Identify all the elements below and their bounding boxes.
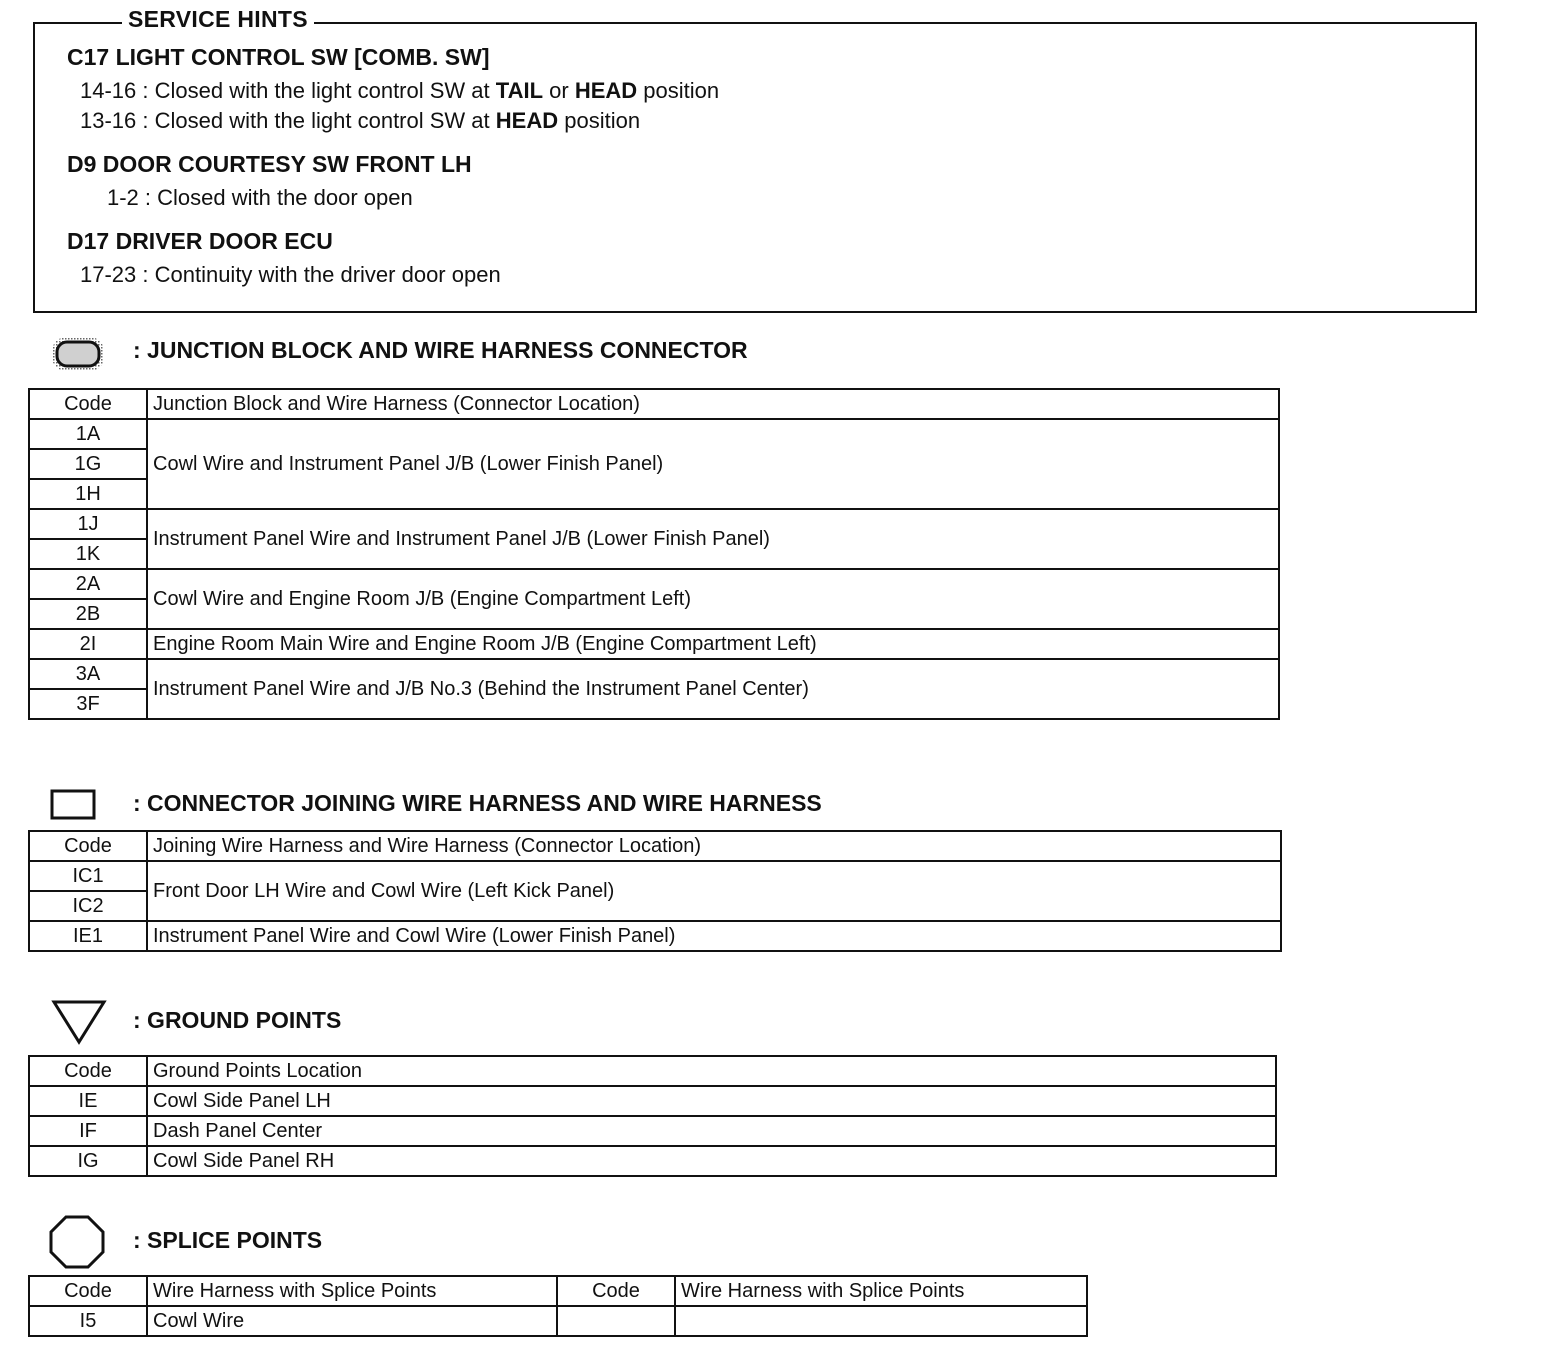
header-desc: Joining Wire Harness and Wire Harness (Connector Location) [147, 831, 1281, 861]
table-row [29, 1116, 1276, 1146]
code-cell: 1K [29, 539, 147, 569]
splice-table [28, 1275, 1088, 1337]
table-row [29, 921, 1281, 951]
code-cell: 3A [29, 659, 147, 689]
desc-cell: Instrument Panel Wire and Instrument Panel J/B (Lower Finish Panel) [147, 509, 1279, 569]
desc-cell: Dash Panel Center [147, 1116, 1276, 1146]
table-header-row [29, 831, 1281, 861]
hint-c17-line-1: 14-16 : Closed with the light control SW at TAIL or HEAD position [80, 78, 720, 103]
table-row [29, 861, 1281, 891]
connector-table [28, 830, 1282, 952]
hint-c17-heading: C17 LIGHT CONTROL SW [COMB. SW] [67, 44, 490, 70]
code-cell: 2I [29, 629, 147, 659]
header-code: Code [29, 1056, 147, 1086]
table-row [29, 1306, 1087, 1336]
hint-d17-line-1: 17-23 : Continuity with the driver door open [80, 262, 501, 287]
code-cell: IF [29, 1116, 147, 1146]
code-cell: I5 [29, 1306, 147, 1336]
hint-d17-heading: D17 DRIVER DOOR ECU [67, 228, 333, 254]
rectangle-icon [50, 788, 98, 822]
header-code: Code [29, 389, 147, 419]
octagon-icon [48, 1214, 106, 1270]
table-row [29, 569, 1279, 599]
header-code: Code [557, 1276, 675, 1306]
triangle-down-icon [50, 998, 108, 1048]
hint-c17-line-2: 13-16 : Closed with the light control SW at HEAD position [80, 108, 641, 133]
desc-cell: Cowl Wire and Engine Room J/B (Engine Compartment Left) [147, 569, 1279, 629]
desc-cell [675, 1306, 1087, 1336]
connector-section-title: : CONNECTOR JOINING WIRE HARNESS AND WIRE HARNESS [133, 790, 822, 816]
table-row [29, 419, 1279, 449]
table-header-row [29, 1056, 1276, 1086]
code-cell: IG [29, 1146, 147, 1176]
desc-cell: Cowl Side Panel RH [147, 1146, 1276, 1176]
desc-cell: Instrument Panel Wire and Cowl Wire (Lower Finish Panel) [147, 921, 1281, 951]
code-cell: IC1 [29, 861, 147, 891]
header-code: Code [29, 831, 147, 861]
splice-section-title: : SPLICE POINTS [133, 1227, 323, 1253]
code-cell: 1J [29, 509, 147, 539]
header-desc: Junction Block and Wire Harness (Connector Location) [147, 389, 1279, 419]
hint-d9-heading: D9 DOOR COURTESY SW FRONT LH [67, 151, 472, 177]
header-desc: Wire Harness with Splice Points [675, 1276, 1087, 1306]
code-cell: 3F [29, 689, 147, 719]
desc-cell: Cowl Wire [147, 1306, 557, 1336]
code-cell: IE [29, 1086, 147, 1116]
code-cell: 1G [29, 449, 147, 479]
table-row [29, 629, 1279, 659]
header-desc: Ground Points Location [147, 1056, 1276, 1086]
code-cell: IC2 [29, 891, 147, 921]
ground-table [28, 1055, 1277, 1177]
desc-cell: Engine Room Main Wire and Engine Room J/B (Engine Compartment Left) [147, 629, 1279, 659]
service-hints-title: SERVICE HINTS [122, 6, 314, 33]
code-cell: 1A [29, 419, 147, 449]
hint-d9-line-1: 1-2 : Closed with the door open [107, 185, 413, 210]
shaded-rounded-rectangle-icon [50, 335, 108, 373]
code-cell: 2B [29, 599, 147, 629]
desc-cell: Cowl Wire and Instrument Panel J/B (Lower Finish Panel) [147, 419, 1279, 509]
junction-section-title: : JUNCTION BLOCK AND WIRE HARNESS CONNECTOR [133, 337, 748, 363]
table-header-row [29, 389, 1279, 419]
ground-section-title: : GROUND POINTS [133, 1007, 342, 1033]
code-cell: IE1 [29, 921, 147, 951]
table-row [29, 659, 1279, 689]
header-desc: Wire Harness with Splice Points [147, 1276, 557, 1306]
desc-cell: Cowl Side Panel LH [147, 1086, 1276, 1116]
table-row [29, 509, 1279, 539]
header-code: Code [29, 1276, 147, 1306]
desc-cell: Instrument Panel Wire and J/B No.3 (Behind the Instrument Panel Center) [147, 659, 1279, 719]
table-header-row [29, 1276, 1087, 1306]
junction-table [28, 388, 1280, 720]
code-cell: 1H [29, 479, 147, 509]
table-row [29, 1086, 1276, 1116]
desc-cell: Front Door LH Wire and Cowl Wire (Left Kick Panel) [147, 861, 1281, 921]
code-cell [557, 1306, 675, 1336]
table-row [29, 1146, 1276, 1176]
code-cell: 2A [29, 569, 147, 599]
